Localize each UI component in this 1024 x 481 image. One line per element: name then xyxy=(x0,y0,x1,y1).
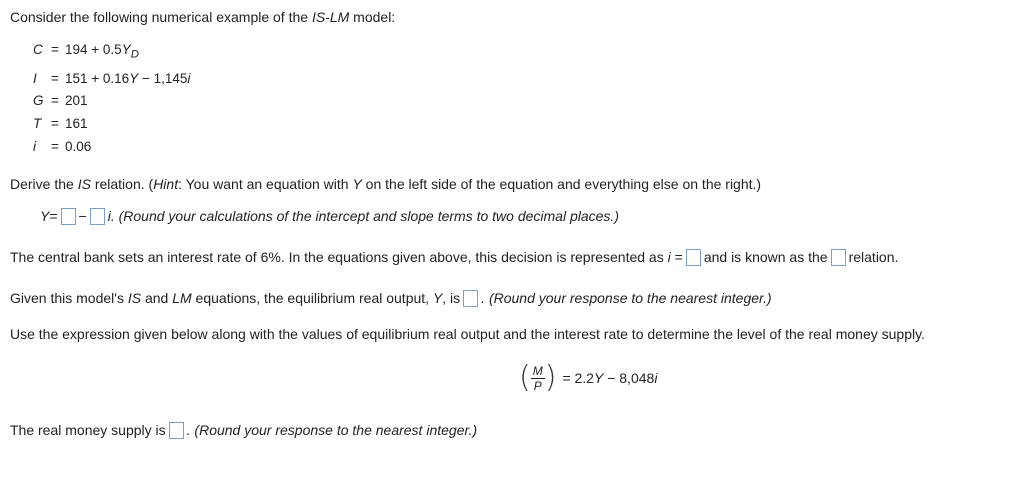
is-intercept-input[interactable] xyxy=(61,208,76,225)
equation-investment: I = 151 + 0.16Y − 1,145i xyxy=(33,71,191,86)
intro-text: Consider the following numerical example of the IS-LM model: xyxy=(10,9,396,25)
equilibrium-question: Given this model's IS and LM equations, the equilibrium real output, Y, is . (Round your response to the nearest integer.) xyxy=(10,290,772,306)
relation-name-input[interactable] xyxy=(831,249,846,266)
equation-taxes: T = 161 xyxy=(33,116,88,131)
equation-interest: i = 0.06 xyxy=(33,139,92,154)
left-paren: ( xyxy=(519,360,531,395)
m-over-p-fraction: $\frac{M}{P}$ xyxy=(532,363,543,393)
equation-government: G = 201 xyxy=(33,93,88,108)
money-equation: ( $\frac{M}{P}$ ) = 2.2Y − 8,048i xyxy=(519,360,658,395)
money-supply-question: The real money supply is . (Round your response to the nearest integer.) xyxy=(10,422,478,438)
use-expression-prompt: Use the expression given below along with the values of equilibrium real output and the interest rate to determine the level of the real money supply. xyxy=(10,326,925,342)
money-supply-input[interactable] xyxy=(169,422,184,439)
central-bank-question: The central bank sets an interest rate of 6%. In the equations given above, this decision is represented as i = and is known as the relation. xyxy=(10,249,899,265)
derive-is-prompt: Derive the IS relation. (Hint: You want an equation with Y on the left side of the equation and everything else on the right.) xyxy=(10,176,762,192)
right-paren: ) xyxy=(544,360,557,395)
is-slope-input[interactable] xyxy=(90,208,105,225)
interest-rate-input[interactable] xyxy=(686,249,701,266)
equation-consumption: $C = 194 + 0.5Y_D$ xyxy=(33,42,139,61)
equilibrium-output-input[interactable] xyxy=(463,290,478,307)
is-relation-answer: Y= − i. (Round your calculations of the intercept and slope terms to two decimal places.) xyxy=(40,208,619,224)
